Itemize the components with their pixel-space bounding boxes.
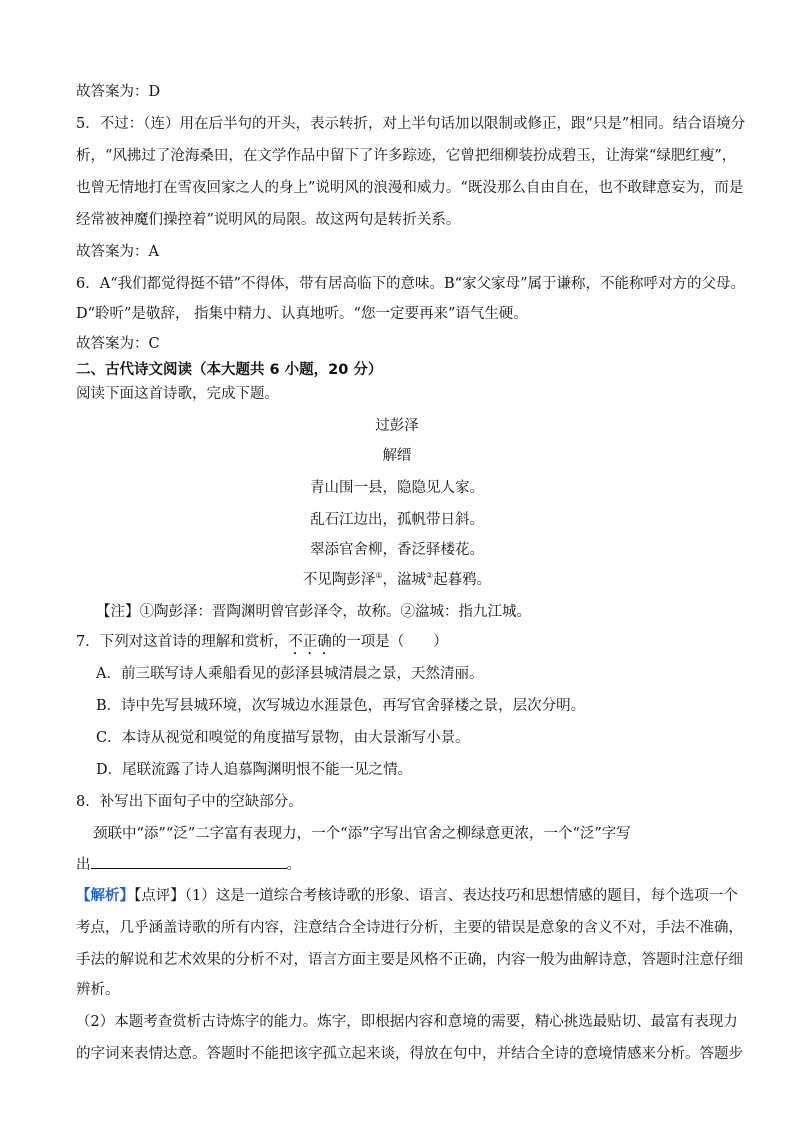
option-a: A．前三联写诗人乘船看见的彭泽县城清晨之景，天然清丽。	[96, 666, 484, 682]
analysis-line-1: 【解析】【点评】（1）这是一道综合考核诗歌的形象、语言、表达技巧和思想情感的题目，每个选项一个	[76, 888, 738, 904]
explanation-5-line-3: 也曾无情地打在雪夜回家之人的身上”说明风的浪漫和威力。“既没那么自由自在，也不敢肆意妄为，而是	[76, 180, 744, 196]
analysis-line-4: 辨析。	[76, 982, 120, 998]
question-7-stem: 7．下列对这首诗的理解和赏析，不正确的一项是（ ）	[76, 634, 448, 650]
poem-line-1: 青山围一县，隐隐见人家。	[310, 480, 484, 496]
analysis-line-6: 的字词来表情达意。答题时不能把该字孤立起来谈，得放在句中，并结合全诗的意境情感来分析。答题步	[76, 1046, 743, 1062]
footnote-marker-2: ②	[426, 571, 434, 581]
question-8-line-1: 颈联中“添”“泛”二字富有表现力，一个“添”字写出官舍之柳绿意更浓，一个“泛”字写	[93, 826, 631, 842]
question-8-stem: 8．补写出下面句子中的空缺部分。	[76, 794, 303, 810]
option-c: C．本诗从视觉和嗅觉的角度描写景物，由大景渐写小景。	[96, 730, 470, 746]
poem-line-4: 不见陶彭泽①，湓城②起暮鸦。	[302, 571, 492, 588]
explanation-5-line-4: 经常被神魔们操控着”说明风的局限。故这两句是转折关系。	[76, 212, 461, 228]
poem-note: 【注】①陶彭泽：晋陶渊明曾官彭泽令，故称。②湓城：指九江城。	[96, 604, 531, 620]
question-8-line-2: 出 。	[76, 854, 756, 875]
answer-line-4: 故答案为：D	[76, 84, 161, 100]
section-heading: 二、古代诗文阅读（本大题共 6 小题，20 分）	[76, 362, 383, 378]
analysis-line-2: 考点，几乎涵盖诗歌的所有内容，注意结合全诗进行分析，主要的错误是意象的含义不对，手法不准确，	[76, 920, 743, 936]
analysis-line-3: 手法的解说和艺术效果的分析不对，语言方面主要是风格不正确，内容一般为曲解诗意，答题时注意仔细	[76, 952, 743, 968]
fill-in-blank[interactable]	[91, 854, 287, 869]
analysis-tag: 【解析】	[76, 888, 134, 904]
explanation-6-line-1: 6．A“我们都觉得挺不错”不得体，带有居高临下的意味。B“家父家母”属于谦称，不能称呼对方的父母。	[76, 276, 745, 292]
option-b: B．诗中先写县城环境，次写城边水涯景色，再写官舍驿楼之景，层次分明。	[96, 698, 586, 714]
poem-author: 解缙	[382, 448, 412, 464]
analysis-line-5: （2）本题考查赏析古诗炼字的能力。炼字，即根据内容和意境的需要，精心挑选最贴切、最富有表现力	[76, 1014, 738, 1030]
explanation-5-line-2: 析，“风拂过了沧海桑田，在文学作品中留下了许多踪迹，它曾把细柳装扮成碧玉，让海棠“绿肥红瘦”，	[76, 148, 737, 164]
answer-line-6: 故答案为：C	[76, 336, 160, 352]
answer-line-5: 故答案为：A	[76, 244, 159, 260]
emphasis-text: 不正确	[288, 634, 332, 650]
footnote-marker-1: ①	[375, 571, 383, 581]
explanation-6-line-2: D“聆听”是敬辞， 指集中精力、认真地听。“您一定要再来”语气生硬。	[76, 306, 528, 322]
poem-line-3: 翠添官舍柳，香泛驿楼花。	[310, 542, 484, 558]
reading-instruction: 阅读下面这首诗歌，完成下题。	[76, 386, 279, 402]
option-d: D．尾联流露了诗人追慕陶渊明恨不能一见之情。	[96, 762, 413, 778]
poem-line-2: 乱石江边出，孤帆带日斜。	[310, 512, 484, 528]
explanation-5-line-1: 5．不过：（连）用在后半句的开头，表示转折，对上半句话加以限制或修正，跟“只是”相同。结合语境分	[76, 116, 746, 132]
poem-title: 过彭泽	[375, 418, 419, 434]
